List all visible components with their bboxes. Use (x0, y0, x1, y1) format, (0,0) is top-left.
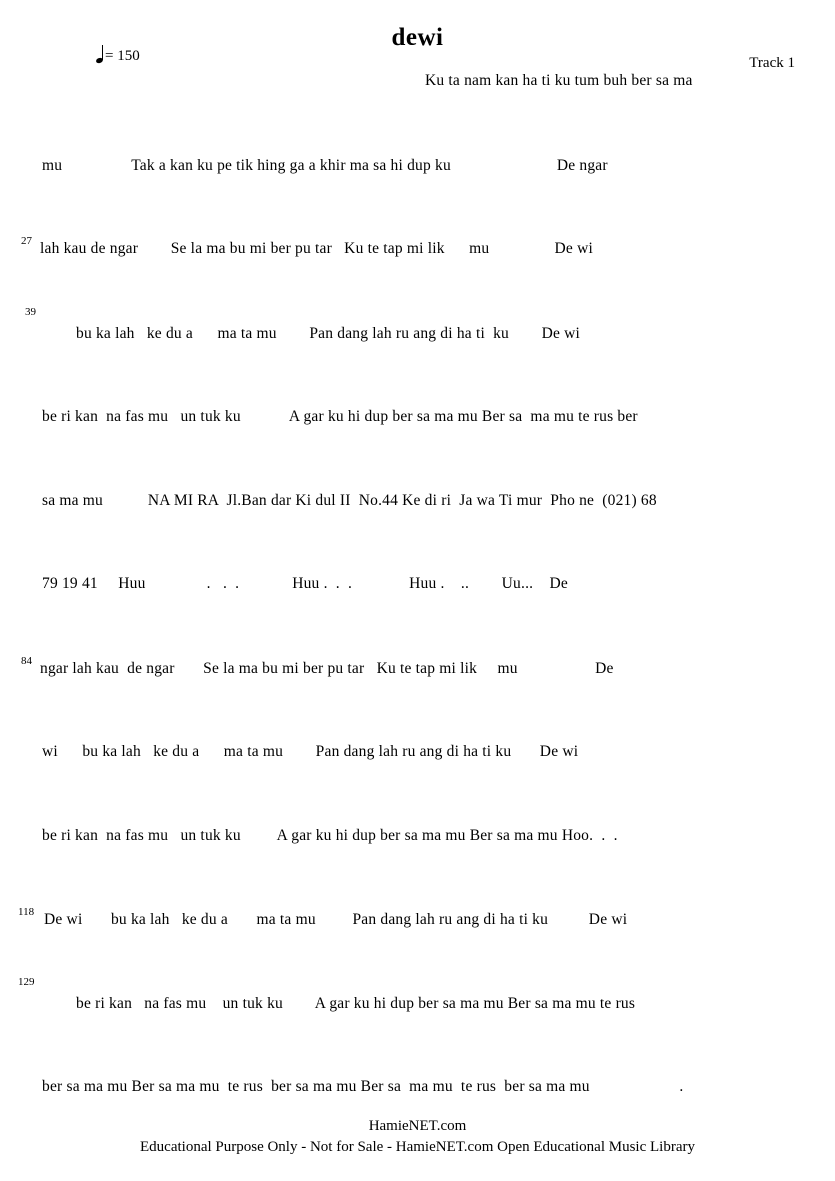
lyric-line: sa ma mu NA MI RA Jl.Ban dar Ki dul II No.44 Ke di ri Ja wa Ti mur Pho ne (021) 68 (42, 492, 657, 509)
measure-number: 84 (21, 655, 32, 667)
lyric-line: wi bu ka lah ke du a ma ta mu Pan dang lah ru ang di ha ti ku De wi (42, 743, 579, 760)
track-label: Track 1 (749, 55, 795, 71)
lyric-line: be ri kan na fas mu un tuk ku A gar ku hi dup ber sa ma mu Ber sa ma mu Hoo. . . (42, 827, 618, 844)
quarter-note-icon (96, 46, 105, 63)
measure-number: 27 (21, 235, 32, 247)
lyric-line: be ri kan na fas mu un tuk ku A gar ku hi dup ber sa ma mu Ber sa ma mu te rus ber (42, 408, 638, 425)
tempo-prefix: = (105, 48, 118, 64)
lyric-line: mu Tak a kan ku pe tik hing ga a khir ma sa hi dup ku De ngar (42, 157, 608, 174)
lyric-line: lah kau de ngar Se la ma bu mi ber pu tar Ku te tap mi lik mu De wi (40, 240, 593, 257)
lyric-line: ngar lah kau de ngar Se la ma bu mi ber pu tar Ku te tap mi lik mu De (40, 660, 614, 677)
footer-notice: Educational Purpose Only - Not for Sale - HamieNET.com Open Educational Music Library (140, 1139, 695, 1155)
lyric-line: Ku ta nam kan ha ti ku tum buh ber sa ma (425, 72, 693, 89)
measure-number: 39 (25, 306, 36, 318)
measure-number: 118 (18, 906, 35, 918)
lyric-line: be ri kan na fas mu un tuk ku A gar ku hi dup ber sa ma mu Ber sa ma mu te rus (76, 995, 636, 1012)
footer-site: HamieNET.com (368, 1118, 467, 1134)
measure-number: 129 (18, 976, 35, 988)
lyric-line: ber sa ma mu Ber sa ma mu te rus ber sa ma mu Ber sa ma mu te rus ber sa ma mu . (42, 1078, 684, 1095)
tempo-marking (96, 46, 140, 65)
tempo-value: 150 (117, 48, 140, 64)
lyric-line: bu ka lah ke du a ma ta mu Pan dang lah ru ang di ha ti ku De wi (76, 325, 581, 342)
lyric-line: De wi bu ka lah ke du a ma ta mu Pan dang lah ru ang di ha ti ku De wi (44, 911, 628, 928)
lyric-line: 79 19 41 Huu . . . Huu . . . Huu . .. Uu... De (42, 575, 568, 592)
page-title: dewi (391, 24, 444, 51)
